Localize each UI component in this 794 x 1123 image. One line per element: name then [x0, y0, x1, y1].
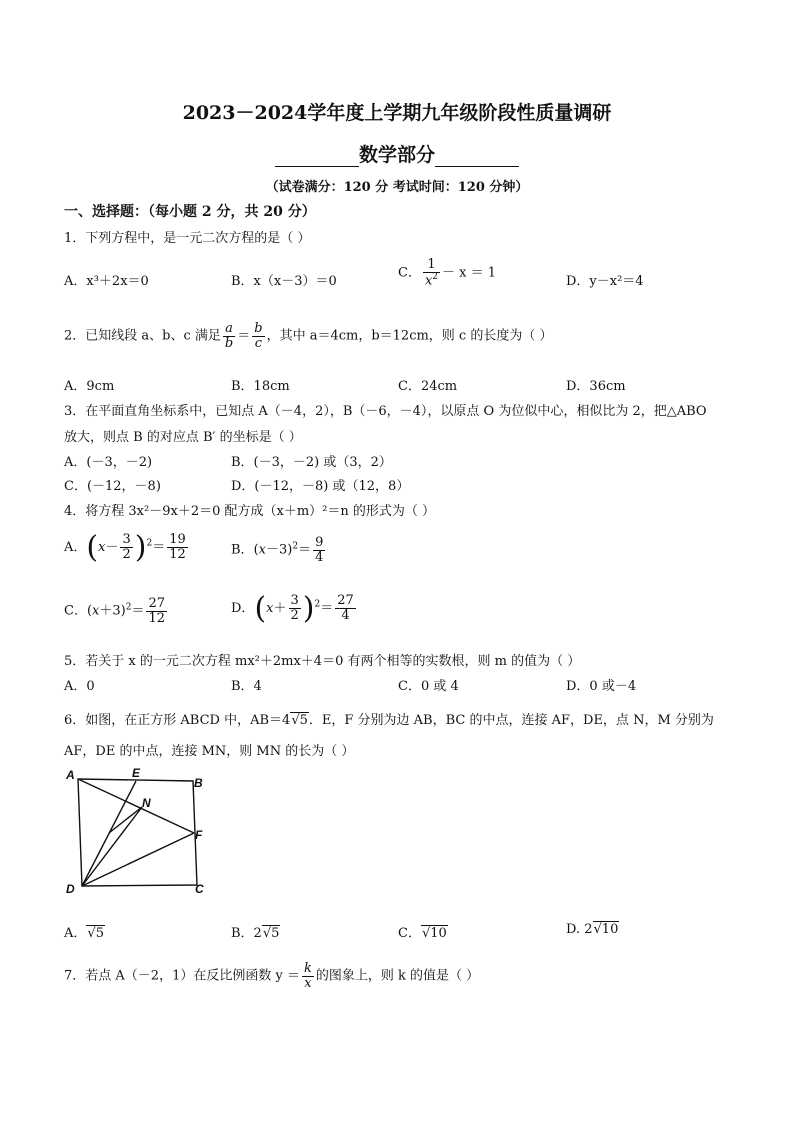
q7-stem: 7．若点 A（－2，1）在反比例函数 y ＝ $\frac{k}{x}$ 的图象上，则 k 的值是（ ）: [64, 961, 480, 991]
q5-option-c: C．0 或 4: [398, 679, 459, 694]
q1-option-a: A．x³＋2x＝0: [64, 274, 149, 289]
q5-option-b: B．4: [231, 679, 262, 694]
label-e: E: [132, 766, 141, 780]
q3-option-a: A．(－3，－2): [64, 455, 153, 470]
q2-option-d: D．36cm: [566, 379, 626, 394]
q2-option-a: A．9cm: [64, 379, 115, 394]
exam-info: （试卷满分：120 分 考试时间：120 分钟）: [265, 180, 529, 195]
q4-option-d: D．(x＋ $\frac{3}{2}$ )$^2$＝ $\frac{27}{4}$: [231, 591, 354, 626]
q3-line2: 放大，则点 B 的对应点 B′ 的坐标是（ ）: [64, 430, 302, 445]
label-d: D: [66, 882, 75, 895]
label-a: A: [66, 768, 75, 782]
q1-stem: 1．下列方程中，是一元二次方程的是（ ）: [64, 231, 311, 246]
segment-dn: [82, 807, 142, 886]
q4-option-a: A．(x－ $\frac{3}{2}$ )$^2$＝ $\frac{19}{12}$: [64, 530, 186, 565]
label-c: C: [195, 882, 204, 895]
q6-option-a: A．√5: [64, 926, 104, 941]
q3-option-b: B．(－3，－2) 或（3，2）: [231, 455, 392, 470]
q5-option-a: A．0: [64, 679, 95, 694]
q2-stem: 2．已知线段 a、b、c 满足 $\frac{a}{b}$ ＝ $\frac{b}{c}$ ，其中 a＝4cm，b＝12cm，则 c 的长度为（ ）: [64, 321, 553, 351]
segment-de: [82, 781, 136, 886]
q4-option-b: B．$(x-3)^2=$ $\frac{9}{4}$: [231, 535, 324, 565]
q6-line2: AF，DE 的中点，连接 MN，则 MN 的长为（ ）: [64, 744, 355, 759]
subject-title: 数学部分: [358, 144, 435, 166]
blank-right: [435, 146, 519, 167]
label-n: N: [142, 796, 151, 810]
exam-title: 2023－2024学年度上学期九年级阶段性质量调研: [182, 102, 612, 124]
label-f: F: [195, 828, 203, 842]
q1-option-d: D．y－x²＝4: [566, 274, 644, 289]
q6-option-d: D. 2√10: [566, 922, 619, 937]
q3-option-c: C．(－12，－8): [64, 479, 161, 494]
label-b: B: [194, 776, 203, 790]
square-figure: [64, 765, 214, 895]
q5-option-d: D．0 或－4: [566, 679, 637, 694]
q2-option-c: C．24cm: [398, 379, 458, 394]
q1-option-c: C． $\frac{1}{x^2}$ － x ＝ 1: [398, 257, 497, 288]
fraction: $\frac{1}{x^2}$: [424, 257, 439, 288]
segment-df: [82, 833, 194, 886]
square-abcd: [78, 779, 197, 886]
segment-af: [78, 779, 194, 833]
q2-option-b: B．18cm: [231, 379, 290, 394]
q6-option-b: B．2√5: [231, 926, 280, 941]
q3-option-d: D．(－12，－8) 或（12，8）: [231, 479, 410, 494]
q4-stem: 4．将方程 3x²－9x＋2＝0 配方成（x＋m）²＝n 的形式为（ ）: [64, 504, 436, 519]
q5-stem: 5．若关于 x 的一元二次方程 mx²＋2mx＋4＝0 有两个相等的实数根，则 m 的值为（ ）: [64, 654, 581, 669]
subject-line: [0, 140, 794, 167]
q3-line1: 3．在平面直角坐标系中，已知点 A（－4，2），B（－6，－4），以原点 O 为位似中心，相似比为 2，把△ABO: [64, 404, 707, 419]
q6-line1: 6．如图，在正方形 ABCD 中，AB＝4√5．E，F 分别为边 AB，BC 的中点，连接 AF，DE，点 N，M 分别为: [64, 713, 714, 728]
section-title: 一、选择题：（每小题 2 分，共 20 分）: [64, 204, 316, 220]
q4-option-c: C．$(x+3)^2=$ $\frac{27}{12}$: [64, 596, 166, 626]
q6-option-c: C．√10: [398, 926, 447, 941]
q1-option-b: B．x（x－3）＝0: [231, 274, 337, 289]
blank-left: [275, 146, 359, 167]
